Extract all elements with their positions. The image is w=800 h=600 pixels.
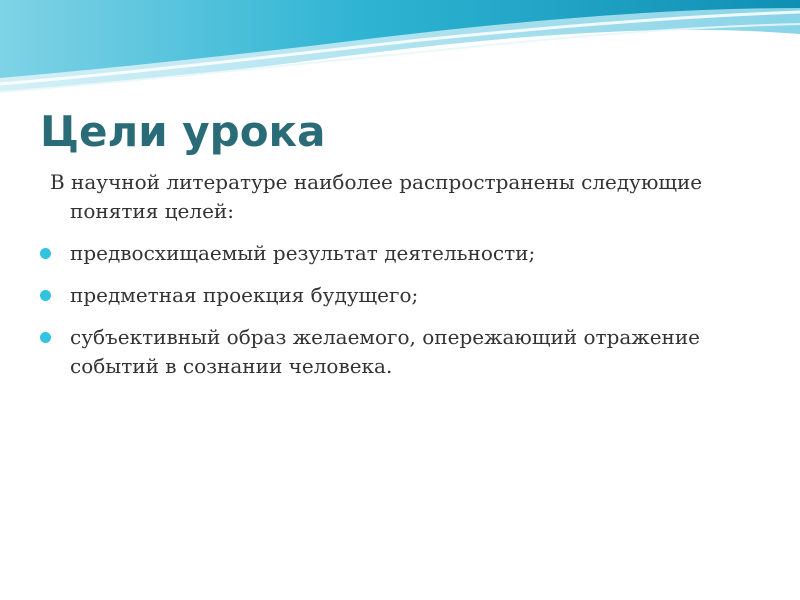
bullet-dot-icon <box>40 248 51 259</box>
goals-bullet-list <box>40 239 740 381</box>
bullet-text: предметная проекция будущего; <box>70 283 419 307</box>
decorative-wave-header <box>0 0 800 100</box>
bullet-item <box>40 281 740 310</box>
bullet-text: предвосхищаемый результат деятельности; <box>70 241 536 265</box>
bullet-dot-icon <box>40 332 51 343</box>
slide-content <box>40 168 740 394</box>
intro-paragraph: В научной литературе наиболее распространены следующие понятия целей: <box>50 170 703 223</box>
bullet-item <box>40 239 740 268</box>
slide-title: Цели урока <box>40 107 326 156</box>
bullet-text: субъективный образ желаемого, опережающий отражение событий в сознании человека. <box>70 325 701 378</box>
bullet-item <box>40 323 740 381</box>
bullet-dot-icon <box>40 290 51 301</box>
